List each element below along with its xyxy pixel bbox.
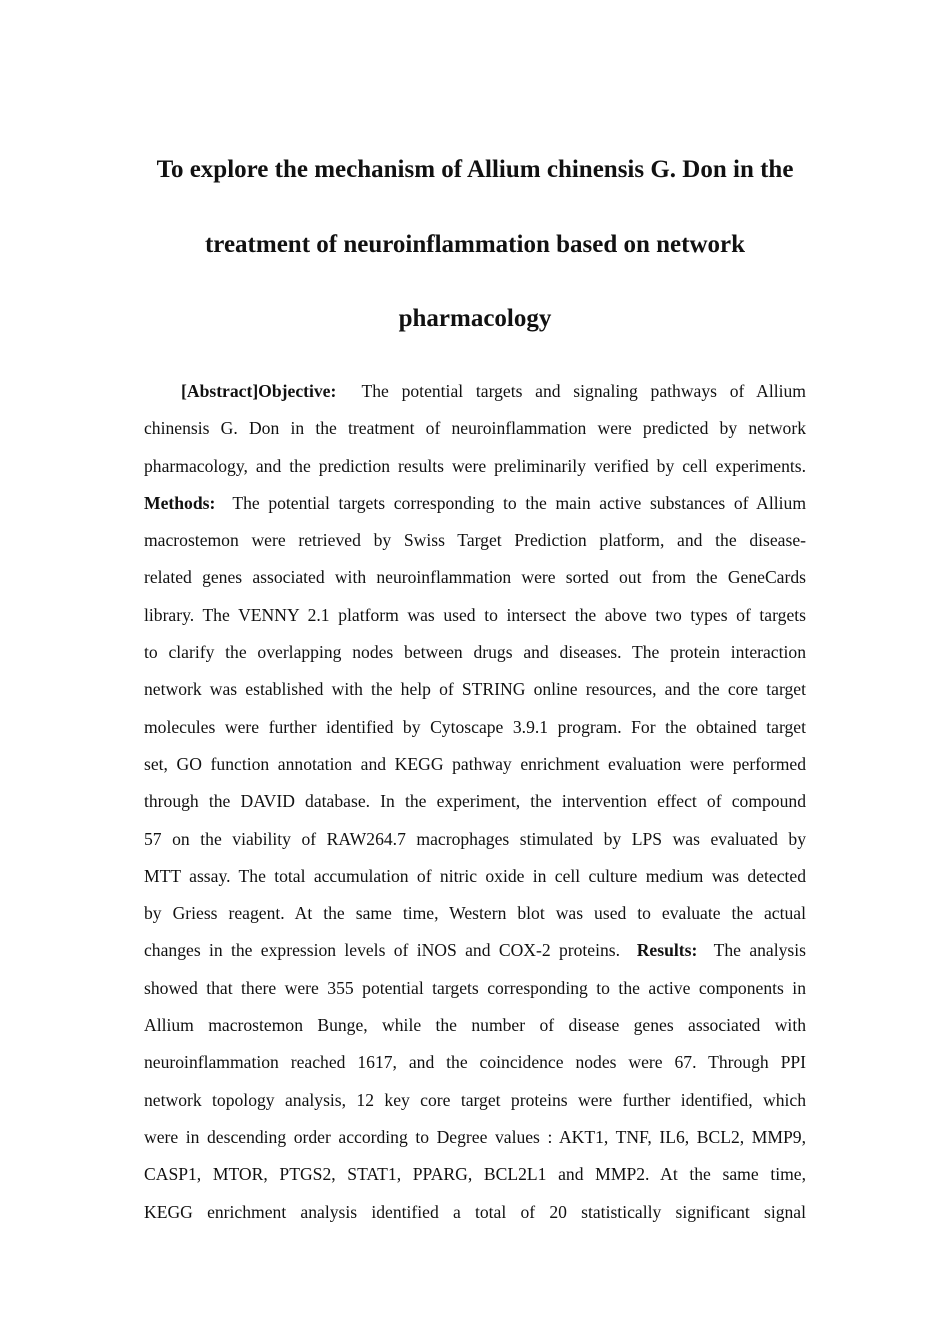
abstract-text: The potential targets and signaling pathways of Allium [361,381,806,401]
abstract-line: set, GO function annotation and KEGG pathway enrichment evaluation were performed [144,753,806,774]
abstract-line: related genes associated with neuroinflammation were sorted out from the GeneCards [144,567,806,588]
abstract-text: changes in the expression levels of iNOS and COX-2 proteins. [144,940,621,961]
abstract-line: by Griess reagent. At the same time, Western blot was used to evaluate the actual [144,903,806,924]
abstract-line: molecules were further identified by Cytoscape 3.9.1 program. For the obtained target [144,716,806,737]
abstract-line: network topology analysis, 12 key core target proteins were further identified, which [144,1089,806,1110]
abstract-line: library. The VENNY 2.1 platform was used to intersect the above two types of targets [144,604,806,625]
abstract-line: KEGG enrichment analysis identified a total of 20 statistically significant signal [144,1201,806,1222]
paper-title [100,133,850,357]
abstract-line: were in descending order according to Degree values : AKT1, TNF, IL6, BCL2, MMP9, [144,1126,806,1147]
abstract-line: neuroinflammation reached 1617, and the coincidence nodes were 67. Through PPI [144,1052,806,1073]
abstract-text: The potential targets corresponding to the main active substances of Allium [232,492,807,513]
abstract-line: network was established with the help of STRING online resources, and the core target [144,679,806,700]
methods-label: Methods: [144,492,216,513]
title-line: pharmacology [398,305,552,332]
abstract-line: Allium macrostemon Bunge, while the number of disease genes associated with [144,1015,806,1036]
abstract-line: MTT assay. The total accumulation of nitric oxide in cell culture medium was detected [144,865,806,886]
abstract-paragraph [144,373,806,1231]
abstract-line: chinensis G. Don in the treatment of neuroinflammation were predicted by network [144,418,806,439]
abstract-line: pharmacology, and the prediction results were preliminarily verified by cell experiments. [144,455,806,476]
abstract-line: to clarify the overlapping nodes between drugs and diseases. The protein interaction [144,642,806,663]
title-line: To explore the mechanism of Allium chinensis G. Don in the [156,156,794,183]
abstract-text: The analysis [713,940,806,961]
abstract-line: through the DAVID database. In the experiment, the intervention effect of compound [144,791,806,812]
abstract-line: CASP1, MTOR, PTGS2, STAT1, PPARG, BCL2L1 and MMP2. At the same time, [144,1164,806,1185]
abstract-line [144,485,806,522]
title-line: treatment of neuroinflammation based on network [204,230,746,258]
abstract-objective-label: [Abstract]Objective: [181,381,337,401]
abstract-line: macrostemon were retrieved by Swiss Target Prediction platform, and the disease- [144,530,806,551]
abstract-line [144,932,806,969]
abstract-line: 57 on the viability of RAW264.7 macrophages stimulated by LPS was evaluated by [144,828,806,849]
abstract-line [144,373,806,410]
results-label: Results: [636,940,698,961]
abstract-line: showed that there were 355 potential targets corresponding to the active components in [144,977,806,998]
